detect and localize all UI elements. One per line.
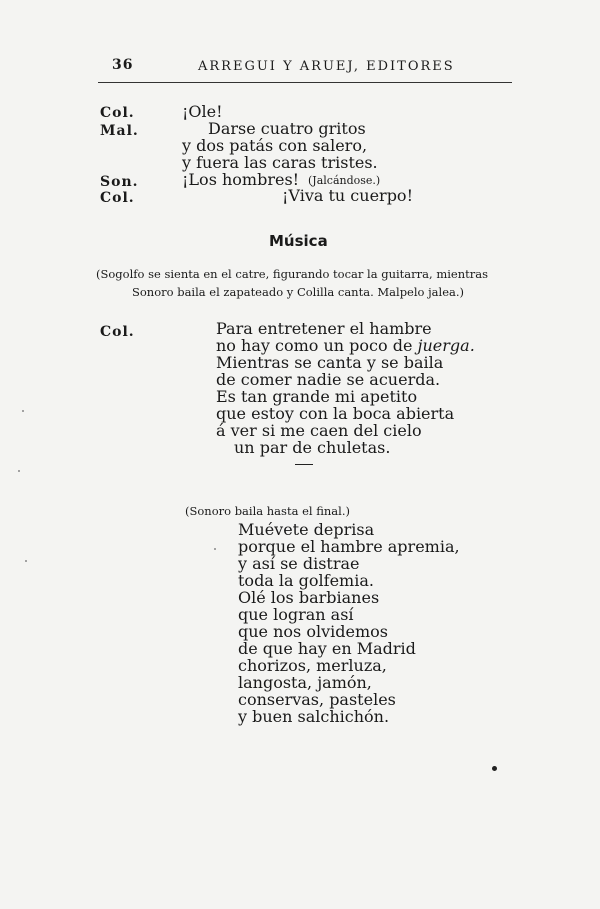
song-line: Muévete deprisa bbox=[238, 520, 375, 539]
song-line: que logran así bbox=[238, 605, 354, 624]
song-line: Es tan grande mi apetito bbox=[216, 387, 418, 406]
paper-speck bbox=[22, 410, 24, 412]
song-line: Para entretener el hambre bbox=[216, 319, 432, 338]
paper-speck bbox=[214, 548, 216, 550]
stage-direction: (Jalcándose.) bbox=[308, 174, 381, 187]
dialogue-line: y fuera las caras tristes. bbox=[182, 153, 378, 172]
paper-speck bbox=[18, 470, 20, 472]
song-line: toda la golfemia. bbox=[238, 571, 374, 590]
song-line: y buen salchichón. bbox=[238, 707, 390, 726]
page-number: 36 bbox=[112, 57, 134, 73]
dialogue-line: ¡Ole! bbox=[182, 102, 223, 121]
running-header: ARREGUI Y ARUEJ, EDITORES bbox=[198, 59, 455, 74]
speaker-label: Col. bbox=[100, 190, 135, 206]
song-line: á ver si me caen del cielo bbox=[216, 421, 422, 440]
song-line: y así se distrae bbox=[238, 554, 360, 573]
song-line: Olé los barbianes bbox=[238, 588, 380, 607]
stage-direction: Sonoro baila el zapateado y Colilla canta. Malpelo jalea.) bbox=[132, 285, 465, 299]
speaker-label: Col. bbox=[100, 324, 135, 340]
song-line: de que hay en Madrid bbox=[238, 639, 416, 658]
song-line: un par de chuletas. bbox=[234, 438, 391, 457]
song-line: que nos olvidemos bbox=[238, 622, 388, 641]
song-line: langosta, jamón, bbox=[238, 673, 372, 692]
song-line: porque el hambre apremia, bbox=[238, 537, 460, 556]
italic-word: juerga. bbox=[417, 336, 475, 355]
dialogue-line: ¡Viva tu cuerpo! bbox=[282, 186, 413, 205]
dialogue-line: y dos patás con salero, bbox=[182, 136, 368, 155]
paper-speck bbox=[25, 560, 27, 562]
section-divider bbox=[295, 464, 313, 465]
stage-direction: (Sogolfo se sienta en el catre, figurando tocar la guitarra, mientras bbox=[96, 267, 488, 281]
header-rule bbox=[98, 82, 512, 83]
dialogue-line: Darse cuatro gritos bbox=[208, 119, 366, 138]
song-line: conservas, pasteles bbox=[238, 690, 396, 709]
song-line: no hay como un poco de juerga. bbox=[216, 336, 475, 355]
song-line: que estoy con la boca abierta bbox=[216, 404, 455, 423]
speaker-label: Col. bbox=[100, 105, 135, 121]
song-line: de comer nadie se acuerda. bbox=[216, 370, 441, 389]
song-line: Mientras se canta y se baila bbox=[216, 353, 444, 372]
song-line: chorizos, merluza, bbox=[238, 656, 387, 675]
ink-spot bbox=[492, 766, 497, 771]
section-title: Música bbox=[269, 232, 328, 250]
dialogue-line: ¡Los hombres! bbox=[182, 170, 300, 189]
stage-direction: (Sonoro baila hasta el final.) bbox=[185, 504, 350, 518]
speaker-label: Son. bbox=[100, 174, 139, 190]
speaker-label: Mal. bbox=[100, 123, 139, 139]
